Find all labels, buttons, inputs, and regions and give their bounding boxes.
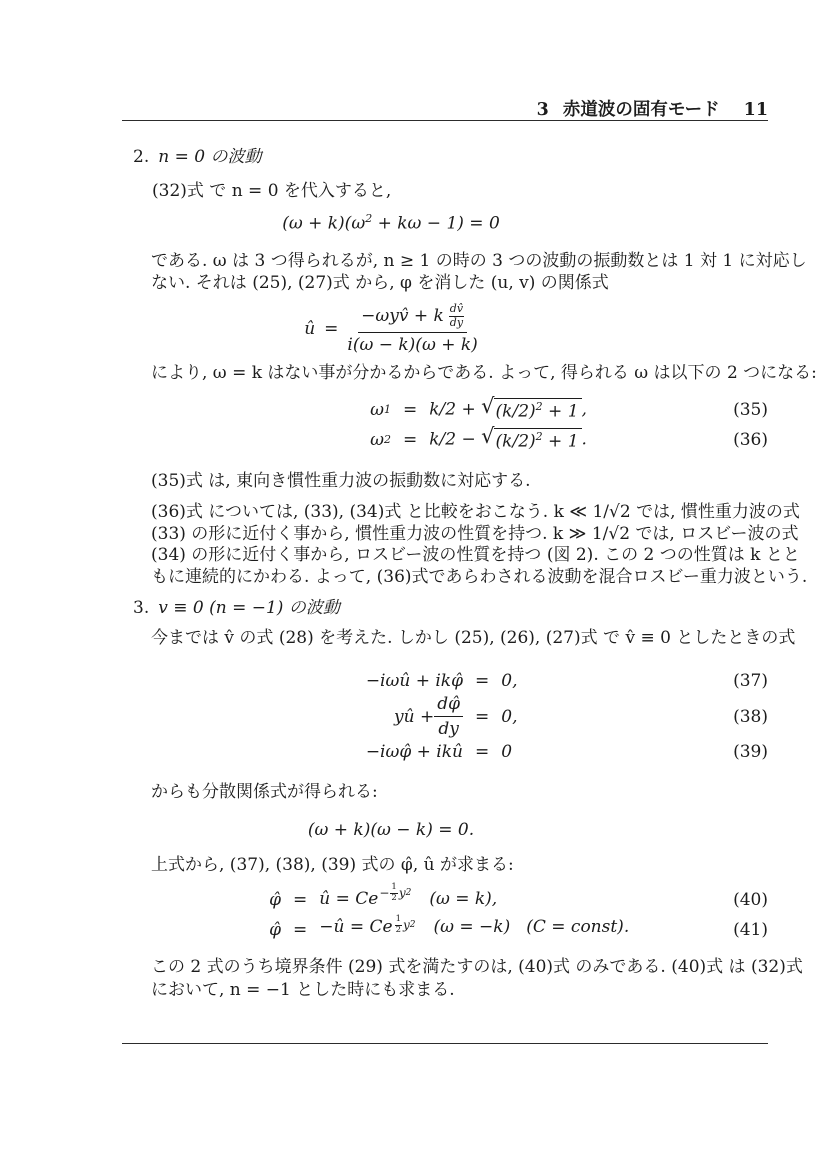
eq40-lhs: [151, 890, 281, 910]
para3-line: (35)式 は, 東向き慣性重力波の振動数に対応する.: [151, 471, 531, 491]
eq36-lhs: [151, 430, 391, 450]
eq-text: (ω + k)(ω: [282, 213, 366, 234]
equation-number-40: (40): [733, 889, 768, 910]
equation-35: [151, 394, 768, 422]
eq35-rhs: [429, 394, 587, 422]
eq-text: + kω − 1) = 0: [372, 213, 500, 234]
small-fraction-numerator: dv̂: [449, 302, 464, 315]
equals-sign: =: [293, 889, 308, 910]
eq-condition: (ω = −k): [433, 917, 511, 937]
equals-sign: =: [475, 671, 490, 691]
denominator-text: i(ω − k)(ω + k): [347, 334, 478, 355]
small-fraction-denominator: dy: [449, 316, 464, 330]
fraction: [434, 694, 463, 739]
eq-lhs: û: [304, 318, 316, 339]
eq-text: −iωφ̂ + ikû: [365, 742, 463, 762]
small-fraction: [449, 303, 464, 330]
radicand-text: (k/2): [495, 401, 536, 422]
subscript: 1: [384, 403, 391, 417]
equation-number-35: (35): [733, 399, 768, 420]
equation-number-39: (39): [733, 742, 768, 762]
eq-text: k/2 +: [429, 399, 482, 420]
eq39-rhs: 0: [501, 742, 513, 762]
equation-dispersion-v0: [151, 820, 631, 840]
numerator-text: dφ̂: [434, 694, 463, 717]
eq37-rhs: 0,: [501, 671, 518, 691]
page-number: 11: [743, 100, 768, 120]
exponent: [379, 883, 411, 904]
tiny-fraction-numerator: 1: [395, 913, 401, 924]
phi-hat-symbol: φ̂: [269, 919, 281, 940]
exponent: [394, 915, 416, 936]
eq-text: −iωû + ikφ̂: [365, 671, 463, 691]
phi-hat-symbol: φ̂: [269, 889, 281, 910]
para1-line2: ない. それは (25), (27)式 から, φ を消した (u, v) の関係式: [151, 273, 609, 293]
para7-line2: において, n = −1 とした時にも求まる.: [151, 980, 455, 1000]
eq37-lhs: [151, 671, 463, 691]
tiny-fraction: [390, 883, 397, 904]
equation-36: [151, 424, 768, 452]
eq-text: −û = Ce: [319, 917, 393, 937]
eq-text: (ω + k)(ω − k) = 0.: [307, 820, 475, 840]
equation-number-36: (36): [733, 429, 768, 450]
exp-superscript: 2: [409, 920, 416, 930]
header-rule: [122, 120, 768, 121]
eq-superscript: 2: [365, 212, 373, 225]
tiny-fraction-denominator: 2: [395, 924, 401, 935]
numerator-text: −ωyv̂ + k: [361, 306, 444, 327]
section-title: 赤道波の固有モード: [562, 100, 720, 120]
eq38-rhs: 0,: [501, 706, 518, 727]
list-item-2-title: n = 0 の波動: [158, 147, 262, 167]
equals-sign: =: [403, 399, 418, 420]
eq41-rhs: [319, 913, 630, 942]
equation-38: [151, 694, 768, 739]
eq-superscript: 2: [535, 430, 543, 443]
omega-symbol: ω: [370, 429, 384, 450]
para4-line2: (33) の形に近付く事から, 慣性重力波の性質を持つ. k ≫ 1/√2 では, ロスビー波の式: [151, 524, 799, 544]
equals-sign: =: [293, 919, 308, 940]
list-item-3-number: 3.: [133, 598, 150, 618]
para2-line: により, ω = k はない事が分かるからである. よって, 得られる ω は以下の 2 つになる:: [151, 363, 817, 383]
exp-variable: y: [402, 918, 410, 932]
para5-line: からも分散関係式が得られる:: [151, 782, 378, 802]
fraction: [347, 303, 477, 355]
intro-eq32-line: (32)式 で n = 0 を代入すると,: [152, 181, 392, 201]
equation-39: [151, 742, 768, 762]
equation-number-41: (41): [733, 919, 768, 940]
page-header: [122, 96, 768, 121]
list-item-2-heading: [133, 148, 261, 167]
denominator-text: dy: [438, 719, 459, 739]
equals-sign: =: [475, 706, 490, 727]
eq-text: yû +: [394, 706, 435, 727]
radicand-text: (k/2): [495, 431, 536, 452]
eq39-lhs: [151, 742, 463, 762]
radical-sign: √: [481, 424, 495, 448]
para7-line1: この 2 式のうち境界条件 (29) 式を満たすのは, (40)式 のみである. (40)式 は (32)式: [151, 957, 803, 977]
equation-u-relation: [151, 303, 631, 355]
para4-line4: もに連続的にかわる. よって, (36)式であらわされる波動を混合ロスビー重力波という.: [151, 567, 808, 587]
equation-number-37: (37): [733, 671, 768, 691]
square-root: [481, 424, 581, 452]
equals-sign: =: [324, 318, 339, 339]
tiny-fraction: [395, 915, 402, 936]
equation-dispersion-n0: [151, 212, 631, 234]
omega-symbol: ω: [370, 399, 384, 420]
eq-condition: (ω = k),: [429, 889, 498, 909]
radical-sign: √: [481, 394, 495, 418]
equation-41: [151, 913, 768, 942]
exp-variable: y: [398, 886, 406, 900]
list-item-2-number: 2.: [133, 147, 150, 167]
equation-40: [151, 881, 768, 910]
list-item-3-title: v ≡ 0 (n = −1) の波動: [158, 598, 340, 618]
eq-text: .: [581, 429, 587, 450]
radicand-text: + 1: [542, 401, 579, 422]
eq36-rhs: [429, 424, 587, 452]
exp-sign: −: [379, 886, 390, 900]
equation-37: [151, 671, 768, 691]
square-root: [481, 394, 581, 422]
eq38-lhs: [151, 694, 463, 739]
para4-line3: (34) の形に近付く事から, ロスビー波の性質を持つ (図 2). この 2 つの性質は k とと: [151, 545, 800, 565]
tiny-fraction-numerator: 1: [391, 881, 397, 892]
list-item-3-heading: [133, 599, 340, 618]
eq-text: k/2 −: [429, 429, 482, 450]
equation-number-38: (38): [733, 706, 768, 727]
radicand-text: + 1: [542, 431, 579, 452]
eq-condition-const: (C = const).: [526, 917, 630, 937]
equals-sign: =: [475, 742, 490, 762]
section-number: 3: [536, 100, 549, 120]
intro-v0-line: 今までは v̂ の式 (28) を考えた. しかし (25), (26), (27)式 で v̂ ≡ 0 としたときの式: [151, 628, 796, 648]
eq-text: ,: [581, 399, 587, 420]
footer-rule: [122, 1043, 768, 1044]
para4-line1: (36)式 については, (33), (34)式 と比較をおこなう. k ≪ 1/√2 では, 慣性重力波の式: [151, 502, 800, 522]
eq41-lhs: [151, 920, 281, 940]
equals-sign: =: [403, 429, 418, 450]
exp-superscript: 2: [405, 888, 412, 898]
eq35-lhs: [151, 400, 391, 420]
eq-superscript: 2: [535, 400, 543, 413]
para6-line: 上式から, (37), (38), (39) 式の φ̂, û が求まる:: [151, 855, 514, 875]
eq-text: û = Ce: [319, 889, 379, 909]
subscript: 2: [384, 433, 391, 447]
eq40-rhs: [319, 881, 498, 910]
tiny-fraction-denominator: 2: [391, 892, 397, 903]
para1-line1: である. ω は 3 つ得られるが, n ≥ 1 の時の 3 つの波動の振動数とは 1 対 1 に対応し: [151, 251, 807, 271]
